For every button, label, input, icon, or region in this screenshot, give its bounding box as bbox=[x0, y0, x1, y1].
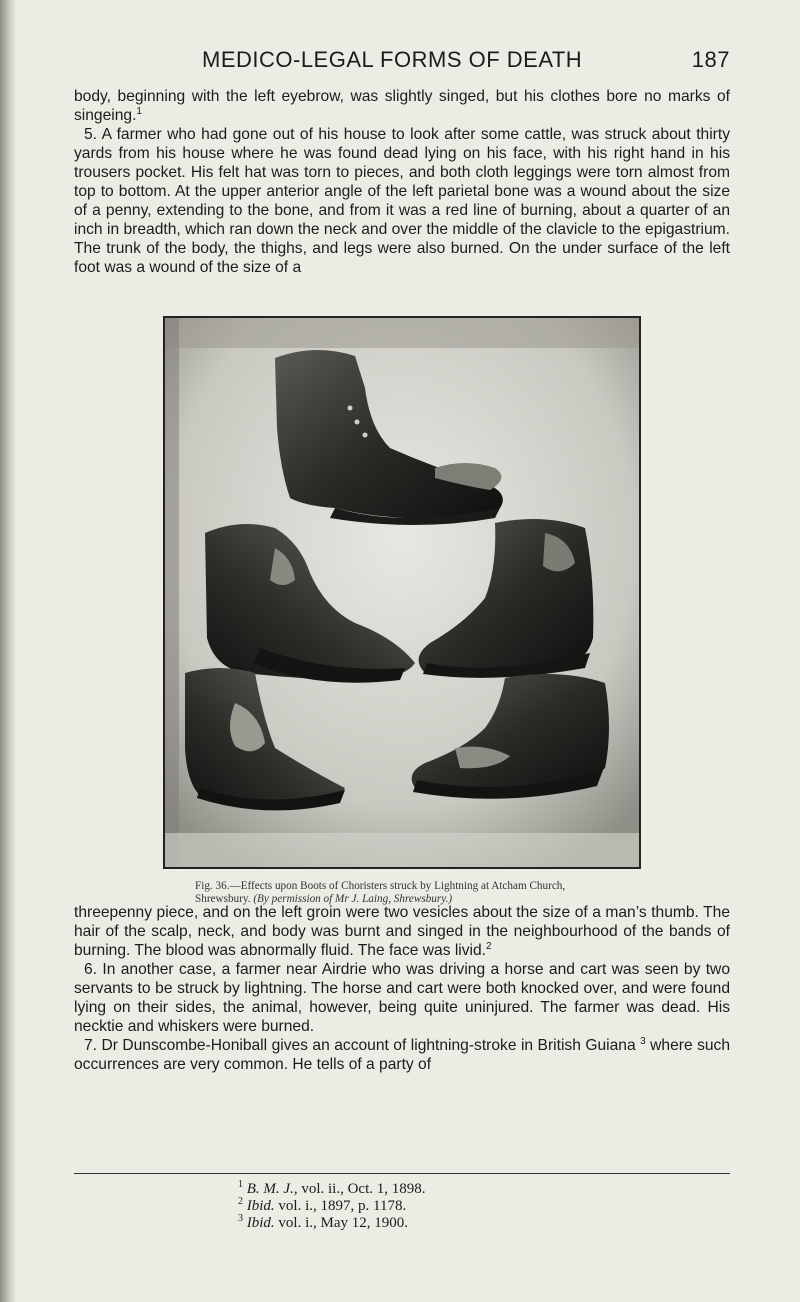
paragraph-case-7: 7. Dr Dunscombe-Honiball gives an account of lightning-stroke in British Guiana $^3$ where such occurrences are very common. He tells of a party of bbox=[74, 1036, 731, 1073]
figure-photograph-boots bbox=[163, 316, 641, 869]
footnote-divider bbox=[74, 1173, 730, 1174]
caption-text: Fig. 36.—Effects upon Boots of Choristers struck by Lightning at Atcham Church, Shrewsbury. bbox=[195, 880, 566, 905]
paragraph-case-6: 6. In another case, a farmer near Airdrie who was driving a horse and cart was seen by two servants to be struck by lightning. The horse and cart were both knocked over, and were found lying on their sides, the animal, however, being quite uninjured. The farmer was dead. His necktie and whiskers were burned. bbox=[74, 961, 730, 1035]
running-head bbox=[74, 47, 730, 77]
page-number: 187 bbox=[691, 47, 730, 72]
paragraph-continued: body, beginning with the left eyebrow, was slightly singed, but his clothes bore no marks of singeing.$^1$ bbox=[74, 88, 730, 124]
footnote-1: $^1$ B. M. J., vol. ii., Oct. 1, 1898. bbox=[238, 1179, 426, 1197]
page-edge-shadow bbox=[0, 0, 16, 1302]
running-head-title: MEDICO-LEGAL FORMS OF DEATH bbox=[202, 47, 583, 72]
footnotes bbox=[238, 1181, 658, 1232]
footnote-ref-2[interactable]: 2 bbox=[486, 941, 492, 952]
paragraph-case-5: 5. A farmer who had gone out of his house to look after some cattle, was struck about thirty yards from his house where he was found dead lying on his face, with his right hand in his trousers pocket. His felt hat was torn to pieces, and both cloth leggings were torn almost from top to bottom. At the upper anterior angle of the left parietal bone was a wound about the size of a penny, extending to the bone, and from it was a red line of burning, about a quarter of an inch in breadth, which ran down the neck and over the middle of the clavicle to the epigastrium. The trunk of the body, the thighs, and legs were also burned. On the under surface of the left foot was a wound of the size of a bbox=[74, 126, 730, 276]
footnote-2: $^2$ Ibid. vol. i., 1897, p. 1178. bbox=[238, 1196, 407, 1214]
footnote-ref-1[interactable]: 1 bbox=[136, 106, 142, 117]
body-text-bottom bbox=[74, 903, 730, 1074]
paragraph-case-5-continued: threepenny piece, and on the left groin were two vesicles about the size of a man’s thumb. The hair of the scalp, neck, and body was burnt and singed in the neighbourhood of the bands of burning. The blood was abnormally fluid. The face was livid.$^2$ bbox=[74, 904, 730, 959]
caption-permission: (By permission of Mr J. Laing, Shrewsbury.) bbox=[253, 892, 453, 905]
footnote-3: $^3$ Ibid. vol. i., May 12, 1900. bbox=[238, 1213, 409, 1231]
body-text-top bbox=[74, 87, 730, 277]
boots-photo-illustration bbox=[165, 318, 639, 867]
figure-caption bbox=[195, 880, 615, 905]
footnote-ref-3[interactable]: 3 bbox=[640, 1036, 646, 1047]
